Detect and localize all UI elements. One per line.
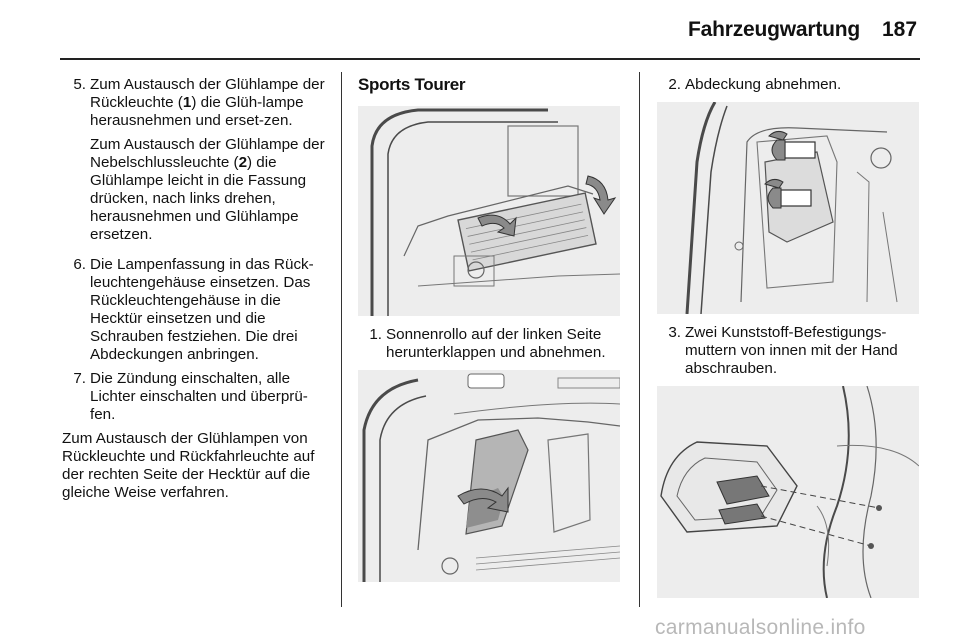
column-divider: [341, 72, 342, 607]
step-6: [62, 256, 328, 364]
text-run: Zum Austausch der Glühlampe der Nebelschlussleuchte (: [90, 136, 325, 171]
cover-removal-illustration: [358, 370, 620, 582]
step-paragraph: [90, 136, 328, 244]
step-3: [657, 324, 919, 378]
column-divider: [639, 72, 640, 607]
text-run: Zum Austausch der Glühlampe der Rückleuchte (: [90, 76, 325, 111]
step-number: 6.: [73, 256, 86, 273]
header-rule: [60, 58, 920, 60]
step-number: 3.: [668, 324, 681, 341]
step-text: Zwei Kunststoff-Befestigungs-muttern von innen mit der Hand abschrauben.: [685, 324, 898, 377]
page-number: 187: [882, 18, 918, 41]
text-run: ) die Glüh-lampe herausnehmen und erset-zen.: [90, 94, 304, 129]
page-header: [0, 0, 960, 62]
step-number: 5.: [73, 76, 86, 93]
column-left: [62, 76, 328, 502]
step-text: Abdeckung abnehmen.: [685, 76, 842, 93]
step-text: Sonnenrollo auf der linken Seite herunterklappen und abnehmen.: [386, 326, 606, 361]
plastic-nut-illustration: [657, 386, 919, 598]
step-number: 7.: [73, 370, 86, 387]
step-7: [62, 370, 328, 424]
step-2: [657, 76, 919, 94]
sun-blind-illustration: [358, 106, 620, 316]
section-heading: Sports Tourer: [358, 75, 466, 94]
watermark: carmanualsonline.info: [655, 616, 866, 639]
bolt-removal-illustration: [657, 102, 919, 314]
callout-number: 1: [182, 94, 192, 111]
step-text: Die Zündung einschalten, alle Lichter einschalten und überprü-fen.: [90, 370, 308, 423]
step-text: Die Lampenfassung in das Rück-leuchtengehäuse einsetzen. Das Rückleuchtengehäuse in die Hecktür einsetzen und die Schrauben festziehen. Die drei Abdeckungen anbringen.: [90, 256, 314, 363]
closing-paragraph: Zum Austausch der Glühlampen von Rückleuchte und Rückfahrleuchte auf der rechten Seite der Hecktür auf die gleiche Weise verfahren.: [62, 430, 315, 501]
step-1: [358, 326, 628, 362]
step-number: 2.: [668, 76, 681, 93]
step-5: [62, 76, 328, 250]
step-number: 1.: [369, 326, 382, 343]
step-paragraph: [90, 76, 328, 130]
callout-number: 2: [238, 154, 248, 171]
column-right: [657, 76, 919, 598]
column-middle: [358, 76, 628, 582]
chapter-title: Fahrzeugwartung: [688, 18, 861, 41]
text-run: ) die Glühlampe leicht in die Fassung drücken, nach links drehen, herausnehmen und Glühlampe ersetzen.: [90, 154, 307, 243]
